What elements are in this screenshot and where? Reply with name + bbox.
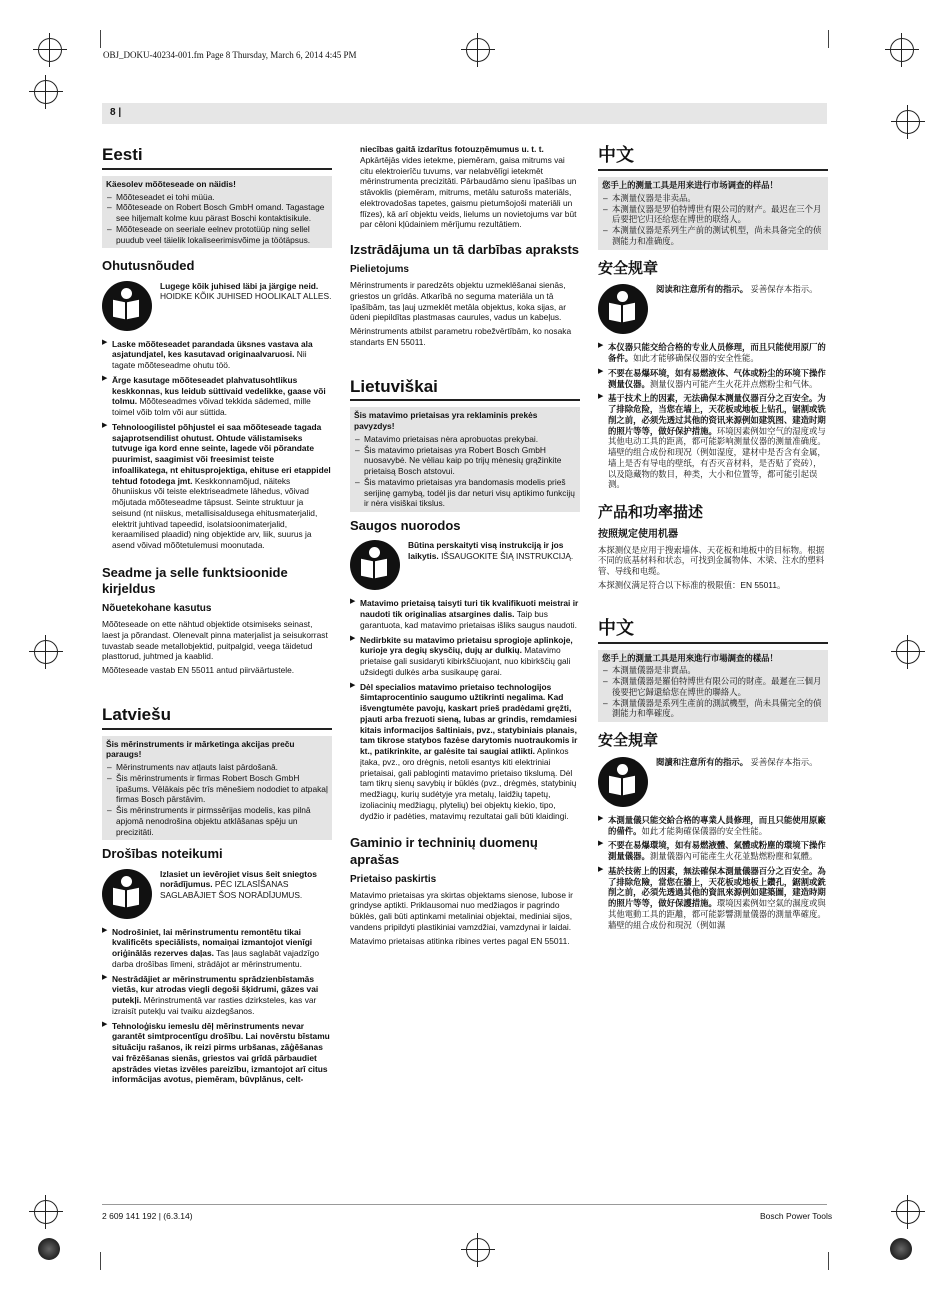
footer-doc-number: 2 609 141 192 | (6.3.14) <box>102 1211 193 1221</box>
bullet-item: ▶ Dėl specialios matavimo prietaiso technologijos šimtaprocentinio saugumo užtikrinti negalima. Kad išvengtumėte pavojų, kaskart prieš pradėdami gręžti, pjauti arba frezuoti sieną, lubas ar grindis, remdamiesi kitais informacijos šaltiniais, pvz., statybiniais planais, tam tikrose statybos fazėse darytomis nuotraukomis ir kt., patikrinkite, ar galėsite tai saugiai atlikti. Aplinkos įtaka, pvz., oro drėgnis, netoli esantys kiti elektriniai prietaisai, gali pabloginti matavimo prietaiso tikslumą. Dėl tam tikrų sienų savybių ir būklės (pvz., drėgmės, statybinių medžiagų, kurių sudėtyje yra metalų, laidžių tapetų, izoliacinių medžiagų, plytelių) bei objektų kiekio, tipo, dydžio ir padėties, matavimų rezultatai gali būti klaidingi. <box>350 682 580 822</box>
notice-title: Käesolev mõõteseade on näidis! <box>106 178 236 189</box>
heading-gaminio: Gaminio ir techninių duomenų aprašas <box>350 835 538 867</box>
heading-izstradajums: Izstrādājuma un tā darbības apraksts <box>350 242 580 257</box>
instruction-text: HOIDKE KÕIK JUHISED HOOLIKALT ALLES. <box>160 291 332 302</box>
subheading-use-zh: 按照规定使用机器 <box>598 528 678 540</box>
subheading-noue: Nõuetekohane kasutus <box>102 603 212 615</box>
notice-item: – Mērinstruments nav atļauts laist pārdošanā. <box>116 762 328 773</box>
bullet-item: ▶ Tehnoloģisku iemeslu dēļ mērinstruments nevar garantēt simtprocentīgu drošību. Lai novērstu bīstamu situāciju rašanos, ik reizi pirms urbšanas, zāģēšanas vai frēzēšanas sienās, griestos vai grīdā pārbaudiet apstrādes vietas izvēles pareizību, izmantojot arī citus informācijas avotus, piemēram, būvplānus, celt- <box>102 1021 332 1086</box>
column-latvian-lithuanian <box>350 144 580 949</box>
section-title-eesti: Eesti <box>102 144 332 170</box>
notice-item: – 本測量儀器是非賣品。 <box>612 665 824 676</box>
bullet-item: ▶ Nestrādājiet ar mērinstrumentu sprādzienbīstamās vietās, kur atrodas viegli degoši šķidrumi, gāzes vai putekļi. Mērinstrumentā var rasties dzirksteles, kas var izraisīt putekļu vai tvaiku aizdegšanos. <box>102 974 332 1017</box>
registration-mark-icon <box>896 110 920 134</box>
paragraph: Mērinstruments ir paredzēts objektu uzmeklēšanai sienās, griestos un grīdās. Atkarībā no seguma materiāla un tā īpašībām, tas ļauj uzmeklēt metāla objektus, koka sijas, ar ūdeni piepildītas plastmasas caurules, vadus un kabeļus. <box>350 280 566 323</box>
registration-mark-icon <box>38 1238 60 1260</box>
registration-mark-icon <box>34 1200 58 1224</box>
bullet-item: ▶ Nedirbkite su matavimo prietaisu sprogioje aplinkoje, kurioje yra degių skysčių, dujų ar dulkių. Matavimo prietaise gali susidaryti kibirkščiuojant, nuo kibirkščių gali užsidegti dulkės arba susikaupę garai. <box>350 635 580 678</box>
notice-item: – Mõõteseade on Robert Bosch GmbH omand. Tagastage see hiljemalt kolme kuu pärast Boschi kontaktisikule. <box>116 202 328 224</box>
paragraph: Matavimo prietaisas yra skirtas objektams sienose, lubose ir grindyse aptikti. Priklausomai nuo medžiagos ir pagrindo būklės, gali būti aptinkami metaliniai objektai, mediniai sijos, vandens pripildyti plastikiniai vamzdžiai, vamzdynai ir laidai. <box>350 889 573 932</box>
sample-notice-box <box>350 407 580 512</box>
read-instructions-row: 閱讀和注意所有的指示。 妥善保存本指示。 <box>598 757 828 807</box>
read-manual-icon <box>102 281 152 331</box>
subheading-pielietojums: Pielietojums <box>350 264 409 276</box>
sample-notice-box <box>102 736 332 841</box>
registration-mark-icon <box>34 80 58 104</box>
notice-item: – Šis matavimo prietaisas yra bandomasis modelis prieš serijinę gamybą, todėl jis dar neturi visų aptikimo funkcijų ir nėra visiškai tikslus. <box>364 477 576 509</box>
heading-product-zh: 产品和功率描述 <box>598 504 704 522</box>
column-estonian-latvian <box>102 144 332 1089</box>
registration-mark-icon <box>38 38 62 62</box>
read-manual-icon <box>102 869 152 919</box>
section-title-zh-simplified: 中文 <box>598 144 828 171</box>
registration-mark-icon <box>466 38 490 62</box>
notice-item: – 本测量仪器是罗伯特博世有限公司的财产。最迟在三个月后要把它归还给您在博世的联络人。 <box>612 204 824 226</box>
footer-brand: Bosch Power Tools <box>760 1211 833 1221</box>
bullet-item: ▶ 不要在易爆環境，如有易燃液體、氣體或粉塵的環境下操作測量儀器。測量儀器內可能產生火花並點燃粉塵和氣體。 <box>598 840 828 862</box>
notice-title: Šis matavimo prietaisas yra reklaminis prekės pavyzdys! <box>354 410 538 432</box>
registration-mark-icon <box>890 38 914 62</box>
paragraph: Mõõteseade on ette nähtud objektide otsimiseks seinast, laest ja põrandast. Olenevalt pinna materjalist ja seisukorrast tuvastab seade metallobjektid, puitpalgid, veega täidetud plasttorud, juhtmed ja kaablid. <box>102 619 328 662</box>
notice-item: – Matavimo prietaisas nėra aprobuotas prekybai. <box>364 434 576 445</box>
read-instructions-row: 阅读和注意所有的指示。 妥善保存本指示。 <box>598 284 828 334</box>
notice-item: – Šis mērinstruments ir pirmssērijas modelis, kas pilnā apjomā nenodrošina objektu atklāšanas spēju un precizitāti. <box>116 805 328 837</box>
footer-divider <box>102 1204 827 1205</box>
subheading-paskirtis: Prietaiso paskirtis <box>350 873 437 885</box>
read-manual-icon <box>350 540 400 590</box>
sample-notice-box <box>598 177 828 250</box>
notice-item: – 本測量儀器是羅伯特博世有限公司的財產。最遲在三個月後要把它歸還給您在博世的聯絡人。 <box>612 676 824 698</box>
page-header-bar <box>102 103 827 124</box>
bullet-item: ▶ Nodrošiniet, lai mērinstrumentu remontētu tikai kvalificēts speciālists, nomaiņai izmantojot vienīgi oriģinālās rezerves daļas. Tas ļaus saglabāt vajadzīgo darba drošības līmeni, strādājot ar mērinstrumentu. <box>102 927 332 970</box>
crop-mark <box>100 1252 101 1270</box>
crop-mark <box>828 30 829 48</box>
registration-mark-icon <box>466 1238 490 1262</box>
heading-saugos: Saugos nuorodos <box>350 518 461 534</box>
notice-item: – 本測量儀器是系列生產前的測試機型，尚未具備完全的偵測能力和準確度。 <box>612 698 824 720</box>
paragraph: niecības gaitā izdarītus fotouzņēmumus u. t. t. Apkārtējās vides ietekme, piemēram, gaisa mitrums vai citu elektroierīču tuvums, var nelabvēlīgi ietekmēt mērinstrumenta precizitāti. Pārbaudāmo sienu īpašības un stāvoklis (piemēram, mitrums, metālu saturošs materiāls, elektrovadošas tapetes, gaismu pietumšojoši materiāli un flīzes), kā arī objektu veids, lielums un novietojums var būt par cēloni kļūdainiem mērījumu rezultātiem. <box>360 144 577 230</box>
bullet-item: ▶ Ärge kasutage mõõteseadet plahvatusohtlikus keskkonnas, kus leidub süttivaid vedelikke, gaase või tolmu. Mõõteseadmes võivad tekkida sädemed, mille toimel võib tolm või aur süttida. <box>102 375 332 418</box>
paragraph: 本探测仪满足符合以下标准的极限值：EN 55011。 <box>598 579 786 590</box>
read-instructions-row <box>102 281 332 331</box>
heading-seade: Seadme ja selle funktsioonide kirjeldus <box>102 564 288 596</box>
notice-title: 您手上的测量工具是用来进行市场调查的样品！ <box>602 180 778 191</box>
notice-title: Šis mērinstruments ir mārketinga akcijas preču paraugs! <box>106 738 295 760</box>
crop-mark <box>100 30 101 48</box>
section-title-zh-traditional: 中文 <box>598 617 828 644</box>
read-manual-icon <box>598 757 648 807</box>
section-title-latviesu: Latviešu <box>102 704 332 730</box>
paragraph: Mērinstruments atbilst parametru robežvērtībām, ko nosaka standarts EN 55011. <box>350 326 572 347</box>
read-manual-icon <box>598 284 648 334</box>
registration-mark-icon <box>896 640 920 664</box>
notice-item: – Mõõteseadet ei tohi müüa. <box>116 192 328 203</box>
heading-ohutusnouded: Ohutusnõuded <box>102 258 195 274</box>
notice-item: – Šis mērinstruments ir firmas Robert Bosch GmbH īpašums. Vēlākais pēc trīs mēnešiem nododiet to atpakaļ firmas Bosch pārstāvim. <box>116 773 328 805</box>
sample-notice-box <box>598 650 828 723</box>
read-instructions-row: Izlasiet un ievērojiet visus šeit sniegtos norādījumus. PĒC IZLASĪŠANAS SAGLABĀJIET ŠOS NORĀDĪJUMUS. <box>102 869 332 919</box>
column-chinese <box>598 144 828 934</box>
heading-drosibas: Drošības noteikumi <box>102 846 223 862</box>
bullet-item: ▶ 本測量儀只能交給合格的專業人員修理，而且只能使用原廠的備件。如此才能夠確保儀器的安全性能。 <box>598 815 828 837</box>
notice-item: – 本测量仪器是非卖品。 <box>612 193 824 204</box>
registration-mark-icon <box>890 1238 912 1260</box>
read-instructions-row: Būtina perskaityti visą instrukciją ir jos laikytis. IŠSAUGOKITE ŠIĄ INSTRUKCIJĄ. <box>350 540 580 590</box>
registration-mark-icon <box>34 640 58 664</box>
notice-title: 您手上的測量工具是用來進行市場調查的樣品！ <box>602 652 778 663</box>
notice-item: – 本测量仪器是系列生产前的测试机型，尚未具备完全的侦测能力和准确度。 <box>612 225 824 247</box>
registration-mark-icon <box>896 1200 920 1224</box>
bullet-item: ▶ 不要在易爆环境，如有易燃液体、气体或粉尘的环境下操作测量仪器。测量仪器内可能产生火花并点燃粉尘和气体。 <box>598 368 828 390</box>
page-number: 8 | <box>110 107 122 118</box>
bullet-item: ▶ Laske mõõteseadet parandada üksnes vastava ala asjatundjatel, kes kasutavad originaalvaruosi. Nii tagate mõõteseadme ohutu töö. <box>102 339 332 371</box>
paragraph: 本探测仪是应用于搜索墙体、天花板和地板中的目标物。根据不同的底基材料和状态，可找到金属物体、木梁、注水的塑料管、导线和电缆。 <box>598 544 825 577</box>
bullet-item: ▶ 基于技术上的因素，无法确保本测量仪器百分之百安全。为了排除危险，当您在墙上，天花板或地板上钻孔，锯割或铣削之前，必须先透过其他的资讯来源例如建筑图、建造时期的照片等等，做好保护措施。环境因素例如空气的湿度或与其他电动工具的距离，都可能影响测量仪器的测量准确度。墙壁的组合成份和现况（例如湿度，建材中是否含有金属，墙上是否有导电的壁纸，有否灭音材料，是否贴了瓷砖），以及隐藏物的数目，种类，大小和位置等，都可能引起误测。 <box>598 393 828 490</box>
bullet-item: ▶ 本仪器只能交给合格的专业人员修理，而且只能使用原厂的备件。如此才能够确保仪器的安全性能。 <box>598 342 828 364</box>
file-header: OBJ_DOKU-40234-001.fm Page 8 Thursday, March 6, 2014 4:45 PM <box>103 50 357 60</box>
sample-notice-box <box>102 176 332 249</box>
section-title-lietuviskai: Lietuviškai <box>350 376 580 402</box>
bullet-item: ▶ 基於技術上的因素，無法確保本測量儀器百分之百安全。為了排除危險，當您在牆上，天花板或地板上鑽孔，鋸割或銑削之前，必須先透過其他的資訊來源例如建築圖，建造時期的照片等等，做好保護措施。環境因素例如空氣的濕度或與其他電動工具的距離，都可能影響測量儀器的測量準確度。牆壁的組合成份和現況（例如濕 <box>598 866 828 931</box>
heading-safety-zh: 安全规章 <box>598 259 659 277</box>
notice-item: – Šis matavimo prietaisas yra Robert Bosch GmbH nuosavybė. Ne vėliau kaip po trijų mėnesių grąžinkite prietaisą Bosch atstovui. <box>364 445 576 477</box>
bullet-item: ▶ Matavimo prietaisą taisyti turi tik kvalifikuoti meistrai ir naudoti tik originalias atsargines dalis. Taip bus garantuota, kad matavimo prietaisas išliks saugus naudoti. <box>350 598 580 630</box>
paragraph: Matavimo prietaisas atitinka ribines vertes pagal EN 55011. <box>350 935 570 946</box>
bullet-item: ▶ Tehnoloogilistel põhjustel ei saa mõõteseade tagada sajaprotsendilist ohutust. Ohtude välistamiseks tutvuge iga kord enne seinte, lagede või põrandate puurimist, saagimist või freesimist teiste infoallikatega, nt ehitusprojektiga, ehituse eri etappidel tehtud fotodega jmt. Keskkonnamõjud, näiteks õhuniiskus või teiste elektriseadmete lähedus, võivad mõjutada mõõteseadme täpsust. Seinte struktuur ja seisund (nt niiskus, metallisisaldusega ehitusmaterjalid, elektrit juhtivad tapeedid, isolatsioonimaterjalid, keraamilised plaadid) ning objektide arv, liik, suurus ja asend võivad mõõtetulemusi moonutada. <box>102 422 332 551</box>
notice-item: – Mõõteseade on seeriale eelnev prototüüp ning sellel puudub veel täielik lokaliseerimisvõime ja töötäpsus. <box>116 224 328 246</box>
paragraph: Mõõteseade vastab EN 55011 antud piirväärtustele. <box>102 665 295 676</box>
crop-mark <box>828 1252 829 1270</box>
heading-safety-tw: 安全規章 <box>598 732 659 750</box>
instruction-bold: Lugege kõik juhised läbi ja järgige neid. <box>160 280 319 291</box>
